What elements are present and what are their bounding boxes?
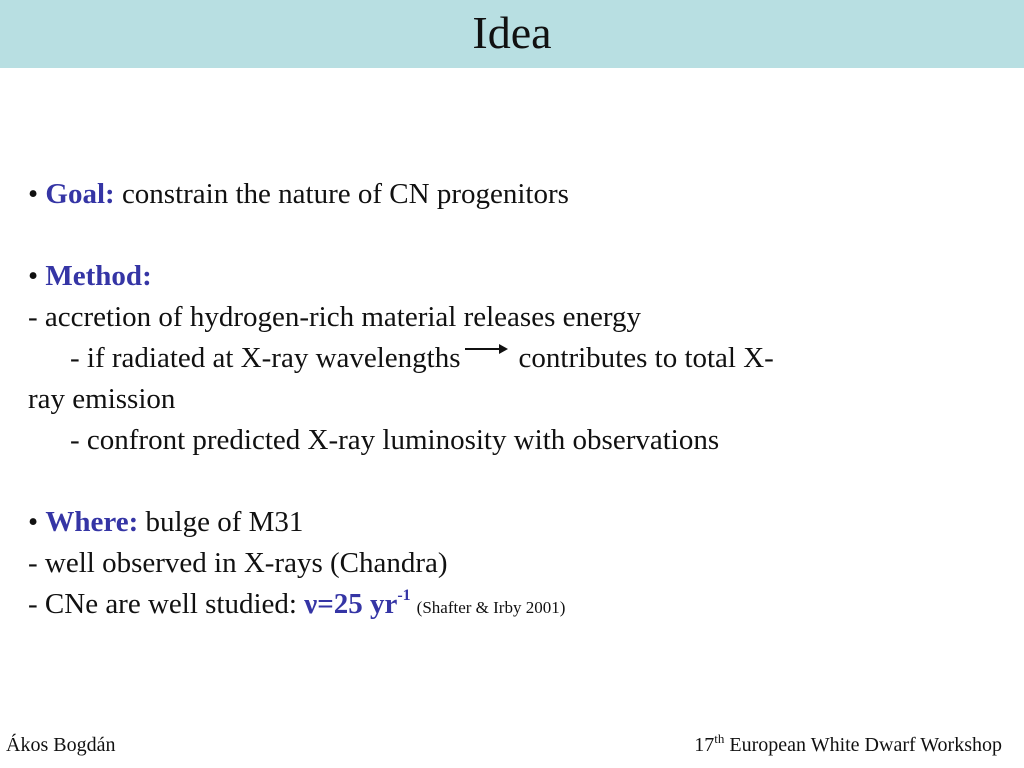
method-line-confront: - confront predicted X-ray luminosity with observations — [70, 424, 720, 456]
spacer — [28, 461, 978, 502]
contributes-text: contributes to total X- — [518, 342, 774, 374]
where-text: bulge of M31 — [138, 506, 304, 538]
formula-base: ν=25 yr — [304, 588, 398, 620]
goal-text: constrain the nature of CN progenitors — [114, 178, 569, 210]
spacer — [28, 215, 978, 256]
footer-author: Ákos Bogdán — [6, 734, 116, 756]
event-number: 17 — [694, 734, 715, 756]
where-bullet — [28, 502, 978, 543]
method-bullet — [28, 256, 978, 297]
method-line-accretion: - accretion of hydrogen-rich material releases energy — [28, 301, 641, 333]
bullet-dot: • — [28, 506, 39, 538]
radiated-text: - if radiated at X-ray wavelengths — [70, 342, 461, 374]
bullet-dot: • — [28, 178, 39, 210]
nova-rate-formula — [304, 588, 410, 620]
where-line-cne — [28, 584, 978, 628]
event-name: European White Dwarf Workshop — [724, 734, 1002, 756]
event-suffix: th — [714, 731, 725, 746]
method-line-radiated — [28, 338, 978, 379]
reference-citation: (Shafter & Irby 2001) — [416, 598, 566, 617]
right-arrow-icon — [463, 339, 509, 359]
footer-event — [694, 732, 1002, 758]
slide-content — [28, 174, 978, 628]
cne-prefix: - CNe are well studied: — [28, 588, 305, 620]
slide-title: Idea — [472, 7, 552, 58]
method-label: Method: — [45, 260, 152, 292]
where-label: Where: — [45, 506, 139, 538]
method-line-emission: ray emission — [28, 383, 176, 415]
goal-bullet — [28, 174, 978, 215]
bullet-dot: • — [28, 260, 39, 292]
where-line-chandra: - well observed in X-rays (Chandra) — [28, 547, 448, 579]
formula-exponent: -1 — [397, 587, 411, 604]
goal-label: Goal: — [45, 178, 115, 210]
